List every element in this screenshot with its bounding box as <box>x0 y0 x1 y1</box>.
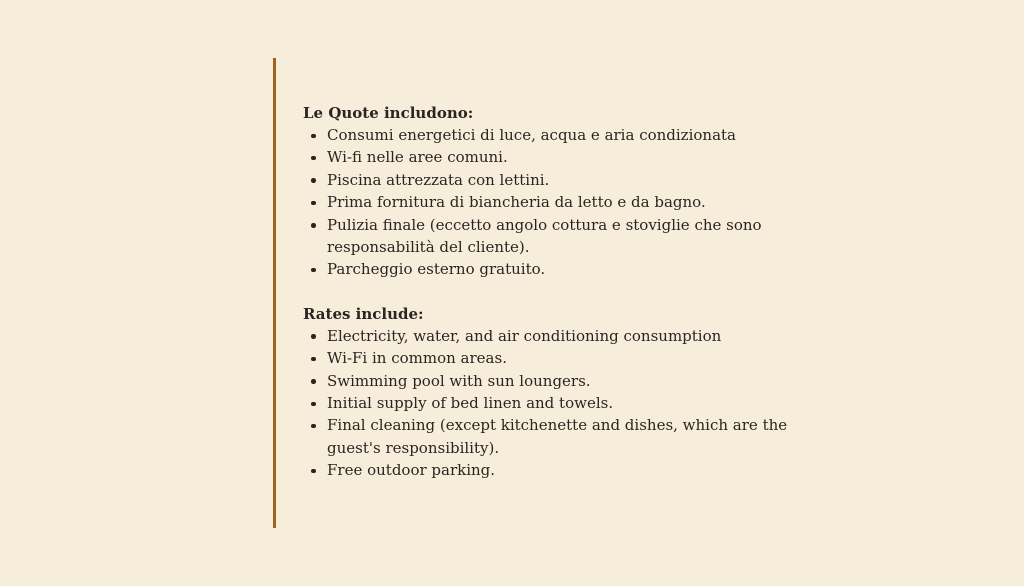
list-item: Wi-Fi in common areas. <box>303 347 823 369</box>
list-item: Final cleaning (except kitchenette and dishes, which are the guest's responsibility). <box>303 414 823 459</box>
list-item: Parcheggio esterno gratuito. <box>303 258 823 280</box>
english-list <box>303 325 823 482</box>
italian-title: Le Quote includono: <box>303 104 474 122</box>
italian-list <box>303 124 823 281</box>
list-item: Prima fornitura di biancheria da letto e da bagno. <box>303 191 823 213</box>
italian-section <box>303 102 823 281</box>
list-item: Swimming pool with sun loungers. <box>303 370 823 392</box>
english-section <box>303 303 823 482</box>
list-item: Free outdoor parking. <box>303 459 823 481</box>
english-title: Rates include: <box>303 304 424 323</box>
list-item: Electricity, water, and air conditioning consumption <box>303 325 823 347</box>
accent-bar <box>273 58 276 528</box>
list-item: Piscina attrezzata con lettini. <box>303 169 823 191</box>
list-item: Initial supply of bed linen and towels. <box>303 392 823 414</box>
rates-content <box>303 102 823 482</box>
list-item: Pulizia finale (eccetto angolo cottura e stoviglie che sono responsabilità del cliente). <box>303 214 823 259</box>
list-item: Wi-fi nelle aree comuni. <box>303 146 823 168</box>
list-item: Consumi energetici di luce, acqua e aria condizionata <box>303 124 823 146</box>
